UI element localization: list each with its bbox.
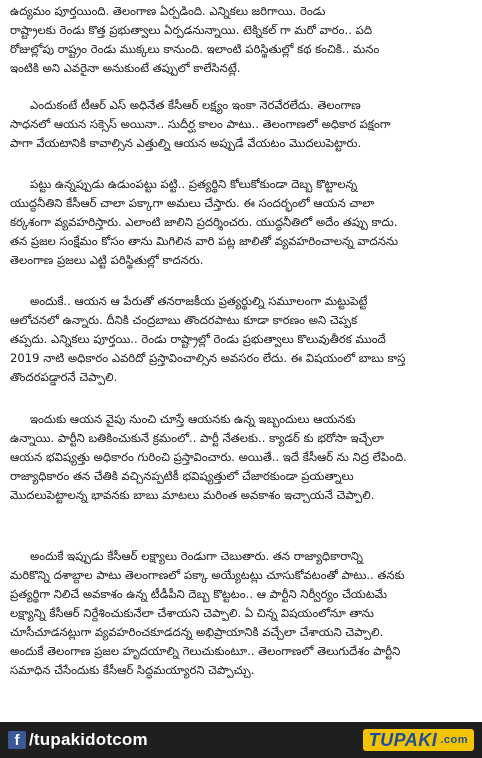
paragraph-line: తొందరపడ్డారనే చెప్పాలి. (10, 370, 118, 384)
paragraph-line: ఎందుకంటే టీఆర్ ఎస్ అధినేత కేసీఆర్ లక్ష్యం ఇంకా నెరవేరలేదు. తెలంగాణ (30, 98, 361, 112)
paragraph-line: యుద్ధనీతిని కేసీఆర్ చాలా పక్కాగా అమలు చేస్తారు. ఈ సందర్భంలో ఆయన చాలా (10, 196, 375, 210)
paragraph-line: చూసీచూడనట్లుగా వ్యవహరించకూడదన్న అభిప్రాయానికి వచ్చేలా చేశాయని చెప్పాలి. (10, 625, 384, 639)
paragraph-2 (10, 96, 475, 153)
paragraph-line: ఆలోచనలో ఉన్నారు. దీనికి చంద్రబాబు తొందరపాటు కూడా కారణం అని చెప్పక (10, 313, 358, 327)
paragraph-line: ఇంటికి అని ఎవరైనా అనుకుంటే తప్పులో కాలేసినట్లే. (10, 61, 241, 75)
paragraph-line: అందుకే ఇప్పుడు కేసీఆర్ లక్ష్యాలు రెండుగా చెబుతారు. తన రాజ్యాధికారాన్ని (30, 549, 363, 563)
paragraph-line: ప్రత్యర్థిగా నిలిచే అవకాశం ఉన్న టీడీపీని దెబ్బ కొట్టటం.. ఆ పార్టీని నిర్వీర్యం చేయటమే (10, 587, 388, 601)
paragraph-line: రోజుల్లోపు రాష్ట్రం రెండు ముక్కలు కానుంది. ఇలాంటి పరిస్థితుల్లో కథ కంచికి.. మనం (10, 42, 380, 56)
paragraph-3 (10, 175, 475, 270)
paragraph-line: పట్టు ఉన్నప్పుడు ఉడుంపట్టు పట్టి.. ప్రత్యర్థిని కోలుకోకుండా దెబ్బ కొట్టాలన్న (30, 177, 358, 191)
paragraph-1 (10, 2, 475, 78)
paragraph-line: రాజ్యాధికారం తన చేతికి వచ్చినప్పటికీ భవిష్యత్తులో చేజారకుండా ప్రయత్నాలు (10, 469, 354, 483)
footer-banner (0, 722, 482, 758)
paragraph-line: రాష్ట్రాలకు రెండు కొత్త ప్రభుత్వాలు ఏర్పడనున్నాయి. టెక్నికల్ గా మరో వారం.. పది (10, 23, 373, 37)
paragraph-line: 2019 నాటి అధికారం ఎవరిదో ప్రస్తావించాల్సిన అవసరం లేదు. ఈ విషయంలో బాబు కాస్త (10, 351, 406, 365)
paragraph-line: ఉన్నాయి. పార్టీని బతికించుకునే క్రమంలో.. పార్టీ నేతలకు.. క్యాడర్ కు భరోసా ఇచ్చేలా (10, 431, 384, 445)
paragraph-line: ఆయన భవిష్యత్తు అధికారం గురించి ప్రస్తావించారు. అయితే.. ఇదే కేసీఆర్ ను నిద్ర లేపింది. (10, 450, 407, 464)
facebook-icon: f (8, 731, 26, 749)
paragraph-line: కర్కశంగా వ్యవహరిస్తారు. ఎలాంటి జాలిని ప్రదర్శించరు. యుద్ధనీతిలో అదేం తప్పు కాదు. (10, 215, 398, 229)
paragraph-6 (10, 547, 475, 680)
paragraph-line: తన ప్రజల సంక్షేమం కోసం తాను మిగిలిన వారి పట్ల జాలితో వ్యవహరించాలన్న వాదనను (10, 234, 399, 248)
facebook-link[interactable] (8, 730, 148, 750)
paragraph-line: సాధనలో ఆయన సక్సెస్ అయినా.. సుదీర్ఘ కాలం పాటు.. తెలంగాణలో అధికార పక్షంగా (10, 117, 391, 131)
paragraph-line: తప్పదు. ఎన్నికలు పూర్తయి.. రెండు రాష్ట్రాల్లో రెండు ప్రభుత్వాలు కొలువుతీరక ముందే (10, 332, 386, 346)
facebook-handle: /tupakidotcom (29, 730, 148, 749)
paragraph-line: అందుకే తెలంగాణ ప్రజల హృదయాల్ని గెలుచుకుంటూ.. తెలంగాణలో తెలుగుదేశం పార్టీని (10, 644, 401, 658)
paragraph-line: ఇందుకు ఆయన వైపు నుంచి చూస్తే ఆయనకు ఉన్న ఇబ్బందులు ఆయనకు (30, 412, 356, 426)
paragraph-line: అందుకే.. ఆయన ఆ పేరుతో తనరాజకీయ ప్రత్యర్థుల్ని సమూలంగా మట్టుపెట్టే (30, 294, 368, 308)
paragraph-line: లక్ష్యాన్ని కేసీఆర్ నిర్దేశించుకునేలా చేశాయని చెప్పాలి. ఏ చిన్న విషయంలోనూ తాను (10, 606, 374, 620)
paragraph-5 (10, 410, 475, 505)
logo-badge (363, 729, 474, 751)
tupaki-logo (363, 727, 474, 753)
paragraph-line: మరికొన్ని దశాబ్దాల పాటు తెలంగాణలో పక్కా అయ్యేటట్లు చూసుకోవటంతో పాటు.. తనకు (10, 568, 405, 582)
paragraph-line: ఉద్యమం పూర్తయింది. తెలంగాణ ఏర్పడింది. ఎన్నికలు జరిగాయి. రెండు (10, 4, 326, 18)
logo-suffix: .com (440, 734, 468, 746)
paragraph-4 (10, 292, 475, 387)
paragraph-line: తెలంగాణ ప్రజలు ఎట్టి పరిస్థితుల్లో కాదనరు. (10, 253, 204, 267)
paragraph-line: పాగా వేయటానికి కావాల్సిన ఎత్తుల్ని ఆయన అప్పుడే వేయటం మొదలుపెట్టారు. (10, 136, 362, 150)
paragraph-line: సమాధిన చేసేందుకు కేసీఆర్ సిద్ధమయ్యారని చెప్పొచ్చు. (10, 663, 255, 677)
logo-text: TUPAKI (368, 729, 438, 750)
paragraph-line: మొదలుపెట్టాలన్న భావనకు బాబు మాటలు మరింత అవకాశం ఇచ్చాయనే చెప్పాలి. (10, 488, 375, 502)
